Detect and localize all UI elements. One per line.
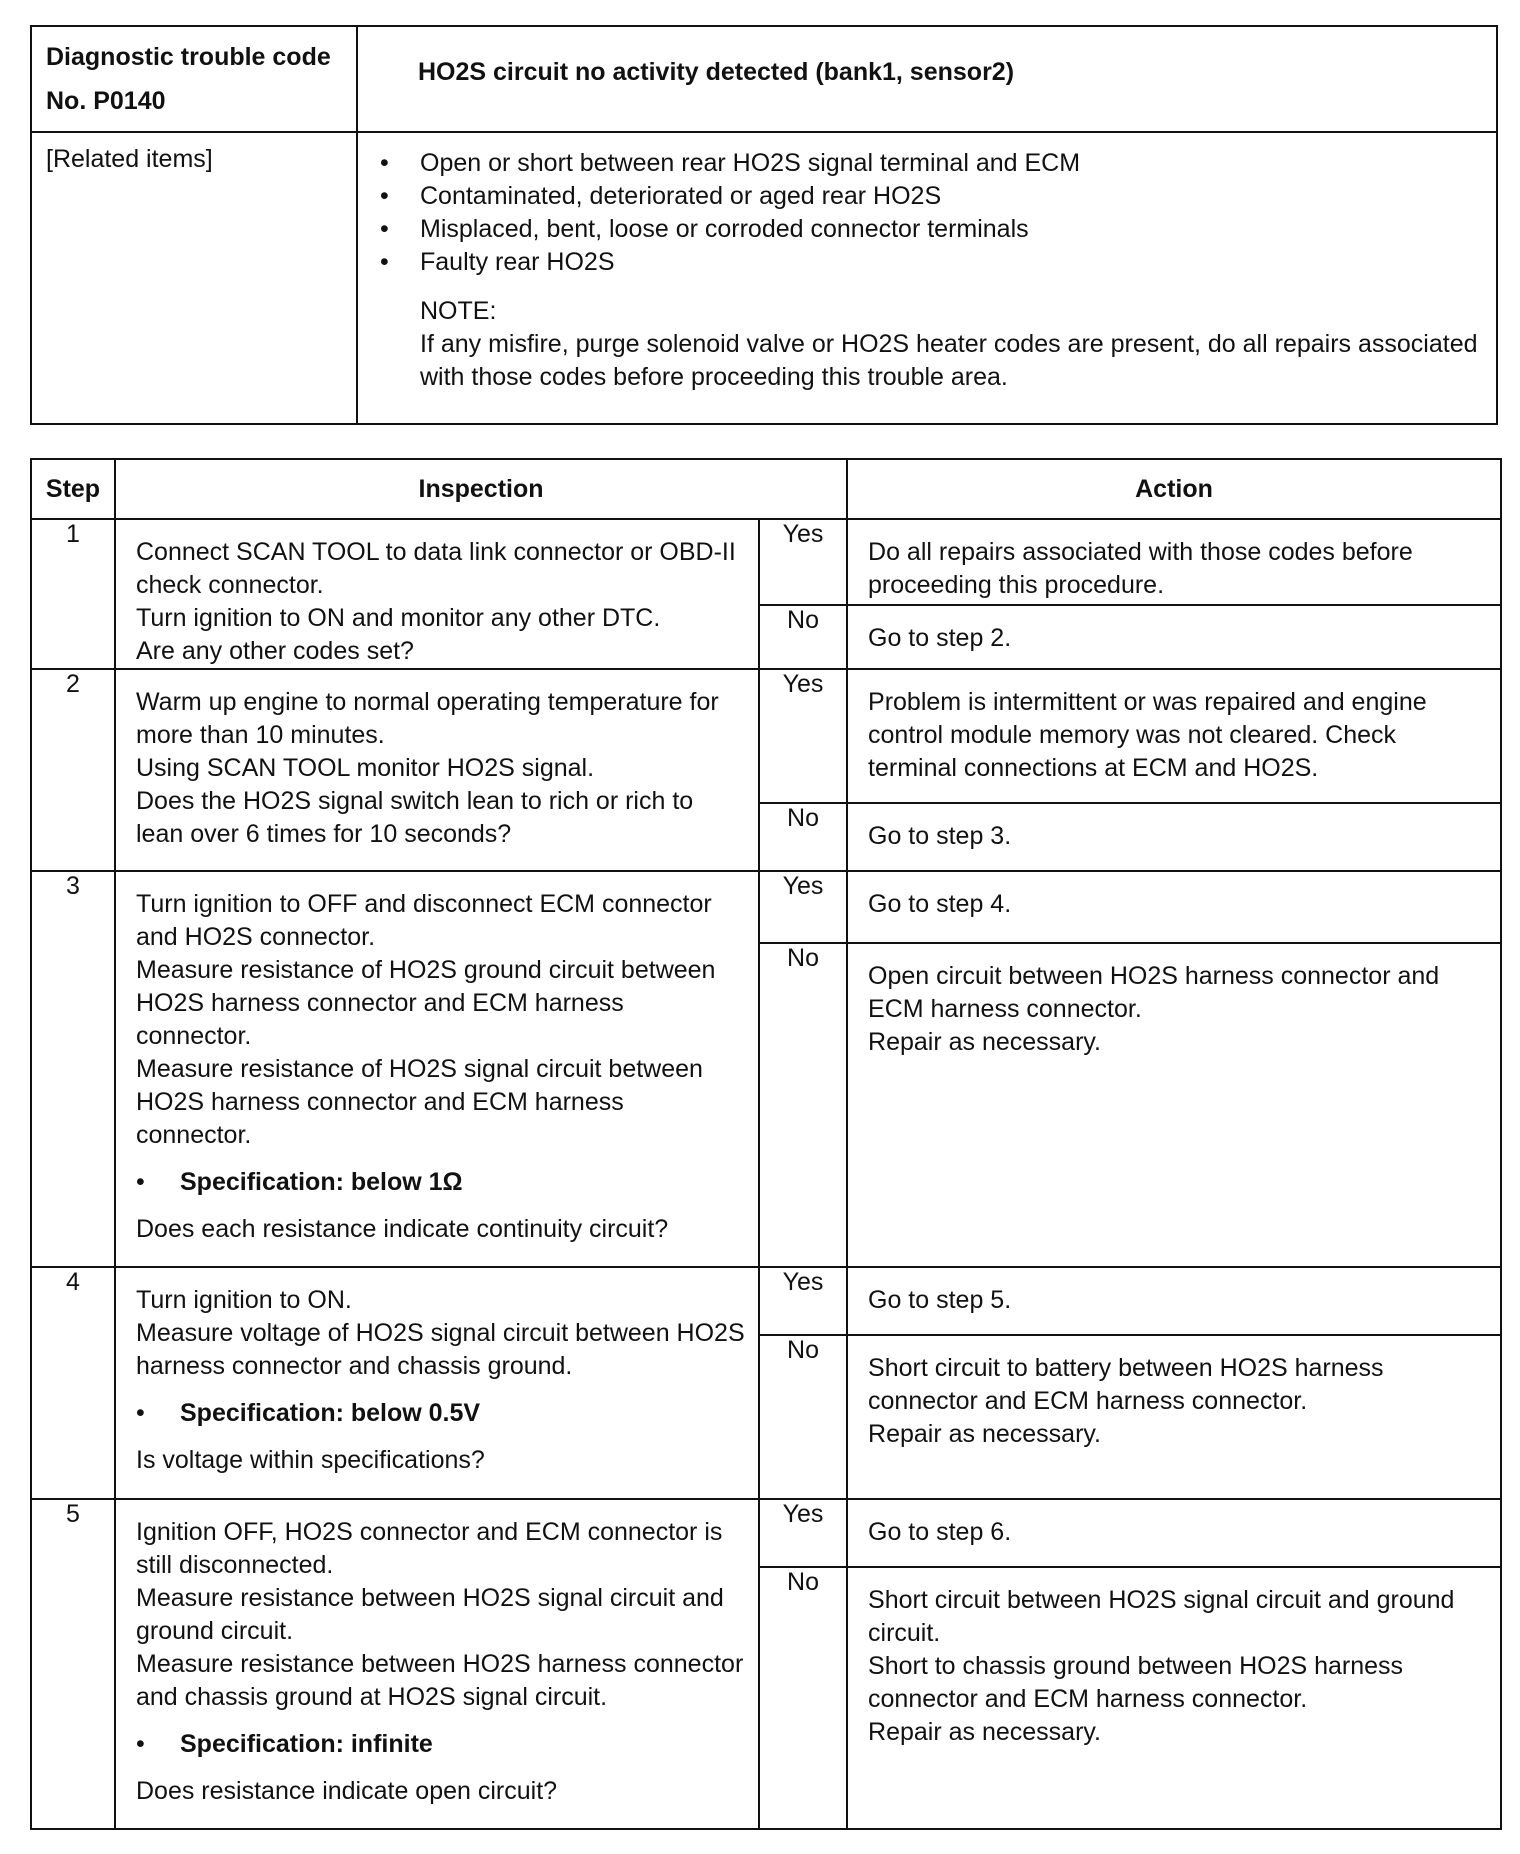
inspection-text: Measure resistance of HO2S ground circuit between HO2S harness connector and ECM harness connector. <box>136 956 716 1050</box>
steps-table <box>30 458 1502 1830</box>
no-label: No <box>759 605 847 669</box>
action-text: Do all repairs associated with those codes before proceeding this procedure. <box>868 538 1413 599</box>
step-number: 5 <box>31 1499 115 1829</box>
note-block <box>358 279 1496 394</box>
note-label: NOTE: <box>420 297 497 325</box>
related-items-cell <box>357 132 1497 424</box>
yes-action <box>847 871 1501 943</box>
inspection-text: Measure resistance between HO2S harness connector and chassis ground at HO2S signal circuit. <box>136 1650 744 1711</box>
related-item: • Open or short between rear HO2S signal terminal and ECM <box>376 147 1478 180</box>
specification: • Specification: infinite <box>136 1728 746 1761</box>
dtc-label-cell <box>31 26 357 132</box>
no-label: No <box>759 943 847 1267</box>
yes-label: Yes <box>759 669 847 803</box>
step-inspection <box>115 519 759 669</box>
no-label: No <box>759 1335 847 1499</box>
dtc-title: HO2S circuit no activity detected (bank1, sensor2) <box>418 58 1015 86</box>
inspection-text: Turn ignition to ON and monitor any other DTC. <box>136 604 661 632</box>
step-inspection <box>115 871 759 1267</box>
yes-label: Yes <box>759 871 847 943</box>
yes-label: Yes <box>759 519 847 605</box>
dtc-label: Diagnostic trouble code <box>46 43 331 71</box>
action-text: Short to chassis ground between HO2S harness connector and ECM harness connector. <box>868 1652 1404 1713</box>
no-action <box>847 803 1501 871</box>
step-1-yes-row <box>31 519 1501 605</box>
inspection-text: Turn ignition to OFF and disconnect ECM connector and HO2S connector. <box>136 890 712 951</box>
action-text: Repair as necessary. <box>868 1718 1101 1746</box>
step-3-yes-row <box>31 871 1501 943</box>
action-text: Go to step 6. <box>868 1518 1012 1546</box>
step-inspection <box>115 1267 759 1499</box>
dtc-title-cell <box>357 26 1497 132</box>
action-text: Repair as necessary. <box>868 1420 1101 1448</box>
inspection-question: Does the HO2S signal switch lean to rich or rich to lean over 6 times for 10 seconds? <box>136 787 694 848</box>
step-number: 1 <box>31 519 115 669</box>
step-2-yes-row <box>31 669 1501 803</box>
action-text: Open circuit between HO2S harness connector and ECM harness connector. <box>868 962 1440 1023</box>
action-text: Repair as necessary. <box>868 1028 1101 1056</box>
step-inspection <box>115 1499 759 1829</box>
action-text: Short circuit to battery between HO2S harness connector and ECM harness connector. <box>868 1354 1384 1415</box>
yes-action <box>847 1499 1501 1567</box>
steps-header-row <box>31 459 1501 519</box>
step-number: 4 <box>31 1267 115 1499</box>
dtc-number: No. P0140 <box>46 87 166 115</box>
inspection-question: Are any other codes set? <box>136 637 414 665</box>
inspection-text: Connect SCAN TOOL to data link connector or OBD-II check connector. <box>136 538 736 599</box>
step-4-yes-row <box>31 1267 1501 1335</box>
inspection-text: Warm up engine to normal operating temperature for more than 10 minutes. <box>136 688 719 749</box>
specification: • Specification: below 0.5V <box>136 1397 746 1430</box>
inspection-text: Measure voltage of HO2S signal circuit between HO2S harness connector and chassis ground. <box>136 1319 745 1380</box>
related-items-label: [Related items] <box>46 145 213 173</box>
action-text: Go to step 2. <box>868 624 1012 653</box>
inspection-text: Turn ignition to ON. <box>136 1286 352 1314</box>
dtc-info-table <box>30 25 1498 425</box>
no-label: No <box>759 1567 847 1829</box>
header-step: Step <box>31 459 115 519</box>
specification: • Specification: below 1Ω <box>136 1166 746 1199</box>
step-number: 2 <box>31 669 115 871</box>
related-label-cell <box>31 132 357 424</box>
no-action <box>847 943 1501 1267</box>
inspection-question: Is voltage within specifications? <box>136 1446 485 1474</box>
action-text: Short circuit between HO2S signal circuit and ground circuit. <box>868 1586 1455 1647</box>
yes-label: Yes <box>759 1267 847 1335</box>
yes-action <box>847 1267 1501 1335</box>
yes-action <box>847 519 1501 605</box>
action-text: Go to step 4. <box>868 890 1012 918</box>
no-action <box>847 1335 1501 1499</box>
step-5-yes-row <box>31 1499 1501 1567</box>
related-item: • Misplaced, bent, loose or corroded connector terminals <box>376 213 1478 246</box>
related-item: • Contaminated, deteriorated or aged rear HO2S <box>376 180 1478 213</box>
action-text: Problem is intermittent or was repaired and engine control module memory was not cleared. Check terminal connections at ECM and HO2S. <box>868 688 1427 782</box>
inspection-text: Ignition OFF, HO2S connector and ECM connector is still disconnected. <box>136 1518 723 1579</box>
related-item: • Faulty rear HO2S <box>376 246 1478 279</box>
inspection-text: Using SCAN TOOL monitor HO2S signal. <box>136 754 595 782</box>
step-inspection <box>115 669 759 871</box>
no-label: No <box>759 803 847 871</box>
no-action <box>847 605 1501 669</box>
inspection-text: Measure resistance of HO2S signal circuit between HO2S harness connector and ECM harness connector. <box>136 1055 703 1149</box>
header-action: Action <box>847 459 1501 519</box>
yes-label: Yes <box>759 1499 847 1567</box>
note-text: If any misfire, purge solenoid valve or HO2S heater codes are present, do all repairs associated with those codes before proceeding this trouble area. <box>420 330 1478 391</box>
header-inspection: Inspection <box>115 459 847 519</box>
step-number: 3 <box>31 871 115 1267</box>
yes-action <box>847 669 1501 803</box>
inspection-text: Measure resistance between HO2S signal circuit and ground circuit. <box>136 1584 724 1645</box>
action-text: Go to step 5. <box>868 1286 1012 1314</box>
related-items-list <box>358 133 1496 279</box>
action-text: Go to step 3. <box>868 822 1012 850</box>
inspection-question: Does each resistance indicate continuity circuit? <box>136 1215 669 1243</box>
no-action <box>847 1567 1501 1829</box>
inspection-question: Does resistance indicate open circuit? <box>136 1777 558 1805</box>
